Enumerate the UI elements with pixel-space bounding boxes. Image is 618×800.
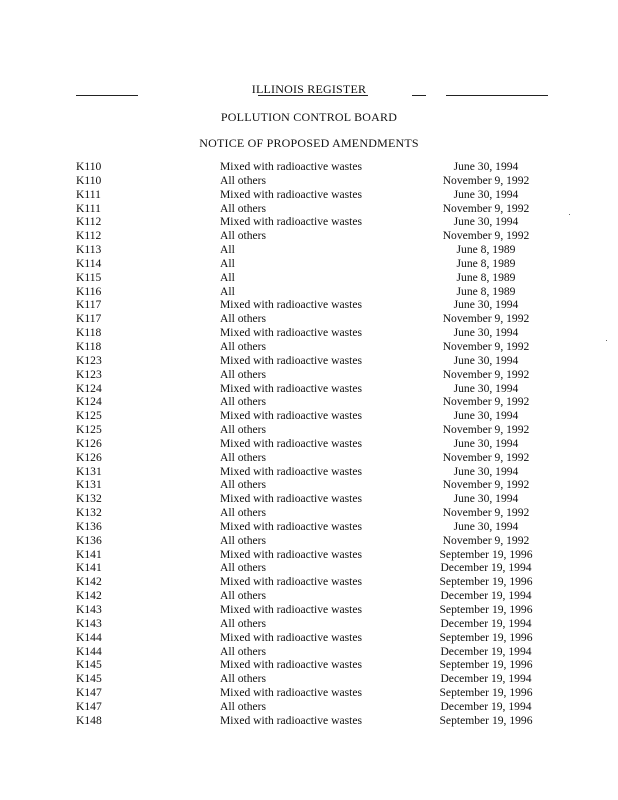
effective-date: November 9, 1992 xyxy=(442,367,530,381)
effective-date: September 19, 1996 xyxy=(439,630,533,644)
waste-code: K126 xyxy=(76,436,102,450)
effective-date: June 30, 1994 xyxy=(453,215,519,229)
effective-date: June 8, 1989 xyxy=(456,256,516,270)
notice-title: NOTICE OF PROPOSED AMENDMENTS xyxy=(199,136,419,150)
effective-date: November 9, 1992 xyxy=(442,450,530,464)
waste-code: K145 xyxy=(76,658,102,672)
waste-description: All xyxy=(220,243,235,257)
waste-code: K112 xyxy=(76,229,102,243)
effective-date: December 19, 1994 xyxy=(440,644,532,658)
waste-description: Mixed with radioactive wastes xyxy=(220,603,362,616)
waste-description: Mixed with radioactive wastes xyxy=(220,298,362,312)
waste-description: All others xyxy=(220,478,267,492)
waste-code: K110 xyxy=(76,173,102,187)
effective-date: November 9, 1992 xyxy=(442,395,530,409)
table-row xyxy=(0,395,618,409)
waste-description: All others xyxy=(220,699,267,713)
effective-date: June 30, 1994 xyxy=(453,464,519,478)
waste-code: K136 xyxy=(76,533,102,547)
waste-description: Mixed with radioactive wastes xyxy=(220,326,362,340)
effective-date: November 9, 1992 xyxy=(442,201,530,215)
waste-description: All others xyxy=(220,561,267,575)
table-row xyxy=(0,271,618,285)
waste-code: K123 xyxy=(76,353,102,367)
table-row xyxy=(0,589,618,603)
waste-description: All others xyxy=(220,589,267,603)
table-row xyxy=(0,409,618,423)
effective-date: June 30, 1994 xyxy=(453,436,519,450)
table-row xyxy=(0,617,618,631)
waste-code: K114 xyxy=(76,256,102,270)
effective-date: September 19, 1996 xyxy=(439,603,533,616)
waste-code: K116 xyxy=(76,284,102,298)
table-row xyxy=(0,492,618,506)
effective-date: September 19, 1996 xyxy=(439,658,533,672)
effective-date: December 19, 1994 xyxy=(440,672,532,686)
effective-date: June 30, 1994 xyxy=(453,326,519,340)
waste-description: All others xyxy=(220,672,267,686)
effective-date: September 19, 1996 xyxy=(439,713,533,727)
effective-date: November 9, 1992 xyxy=(442,533,530,547)
waste-description: Mixed with radioactive wastes xyxy=(220,547,362,561)
table-row xyxy=(0,285,618,299)
effective-date: June 8, 1989 xyxy=(456,284,516,298)
waste-code: K125 xyxy=(76,423,102,437)
waste-code: K110 xyxy=(76,160,102,173)
waste-description: Mixed with radioactive wastes xyxy=(220,713,362,727)
waste-description: All others xyxy=(220,395,267,409)
waste-code: K131 xyxy=(76,478,102,492)
waste-description: Mixed with radioactive wastes xyxy=(220,464,362,478)
waste-description: Mixed with radioactive wastes xyxy=(220,409,362,423)
effective-date: November 9, 1992 xyxy=(442,478,530,492)
waste-description: All others xyxy=(220,533,267,547)
waste-code: K117 xyxy=(76,298,102,312)
waste-description: Mixed with radioactive wastes xyxy=(220,353,362,367)
waste-description: Mixed with radioactive wastes xyxy=(220,630,362,644)
waste-description: All others xyxy=(220,201,267,215)
table-row xyxy=(0,478,618,492)
table-row xyxy=(0,298,618,312)
waste-description: Mixed with radioactive wastes xyxy=(220,215,362,229)
effective-date: November 9, 1992 xyxy=(442,506,530,520)
effective-date: June 30, 1994 xyxy=(453,492,519,506)
waste-description: All xyxy=(220,284,235,298)
table-row xyxy=(0,603,618,617)
table-row xyxy=(0,506,618,520)
effective-date: June 30, 1994 xyxy=(453,409,519,423)
table-row xyxy=(0,174,618,188)
waste-code: K143 xyxy=(76,603,102,616)
table-row xyxy=(0,561,618,575)
table-row xyxy=(0,215,618,229)
waste-description: All others xyxy=(220,367,267,381)
waste-description: Mixed with radioactive wastes xyxy=(220,575,362,589)
effective-date: September 19, 1996 xyxy=(439,686,533,700)
effective-date: November 9, 1992 xyxy=(442,339,530,353)
table-row xyxy=(0,382,618,396)
board-title: POLLUTION CONTROL BOARD xyxy=(220,110,398,124)
waste-code: K142 xyxy=(76,589,102,603)
effective-date: September 19, 1996 xyxy=(439,575,533,589)
waste-code: K144 xyxy=(76,644,102,658)
waste-code: K141 xyxy=(76,561,102,575)
effective-date: November 9, 1992 xyxy=(442,423,530,437)
table-row xyxy=(0,645,618,659)
waste-code: K111 xyxy=(76,201,101,215)
effective-date: June 30, 1994 xyxy=(453,519,519,533)
effective-date: November 9, 1992 xyxy=(442,312,530,326)
table-row xyxy=(0,354,618,368)
waste-code: K117 xyxy=(76,312,102,326)
effective-date: June 30, 1994 xyxy=(453,381,519,395)
waste-code: K144 xyxy=(76,630,102,644)
waste-code: K143 xyxy=(76,616,102,630)
table-row xyxy=(0,672,618,686)
waste-code: K111 xyxy=(76,187,101,201)
table-row xyxy=(0,575,618,589)
waste-description: All others xyxy=(220,339,267,353)
waste-description: All others xyxy=(220,644,267,658)
waste-description: Mixed with radioactive wastes xyxy=(220,686,362,700)
waste-description: Mixed with radioactive wastes xyxy=(220,436,362,450)
waste-description: All others xyxy=(220,506,267,520)
waste-code: K118 xyxy=(76,326,102,340)
waste-code: K126 xyxy=(76,450,102,464)
table-row xyxy=(0,658,618,672)
waste-code: K145 xyxy=(76,672,102,686)
waste-code: K125 xyxy=(76,409,102,423)
table-row xyxy=(0,368,618,382)
table-row xyxy=(0,548,618,562)
waste-description: All xyxy=(220,270,235,284)
waste-description: All others xyxy=(220,312,267,326)
table-row xyxy=(0,451,618,465)
waste-code: K136 xyxy=(76,519,102,533)
waste-description: All others xyxy=(220,229,267,243)
effective-date: December 19, 1994 xyxy=(440,589,532,603)
waste-code: K132 xyxy=(76,506,102,520)
waste-code: K147 xyxy=(76,686,102,700)
waste-code: K142 xyxy=(76,575,102,589)
table-row xyxy=(0,188,618,202)
table-row xyxy=(0,423,618,437)
waste-code: K132 xyxy=(76,492,102,506)
register-title: ILLINOIS REGISTER xyxy=(251,82,367,96)
waste-code: K141 xyxy=(76,547,102,561)
waste-code: K113 xyxy=(76,243,102,257)
effective-date: June 8, 1989 xyxy=(456,243,516,257)
waste-code: K147 xyxy=(76,699,102,713)
effective-date: June 30, 1994 xyxy=(453,353,519,367)
waste-code: K118 xyxy=(76,339,102,353)
scan-speck xyxy=(606,340,607,341)
table-row xyxy=(0,160,618,174)
table-row xyxy=(0,229,618,243)
effective-date: December 19, 1994 xyxy=(440,561,532,575)
effective-date: December 19, 1994 xyxy=(440,699,532,713)
waste-description: Mixed with radioactive wastes xyxy=(220,492,362,506)
table-row xyxy=(0,257,618,271)
table-row xyxy=(0,465,618,479)
table-row xyxy=(0,534,618,548)
waste-description: Mixed with radioactive wastes xyxy=(220,160,362,173)
effective-date: November 9, 1992 xyxy=(442,173,530,187)
waste-description: All others xyxy=(220,450,267,464)
table-row xyxy=(0,700,618,714)
waste-code-table xyxy=(0,160,618,728)
table-row xyxy=(0,340,618,354)
table-row xyxy=(0,326,618,340)
waste-code: K124 xyxy=(76,381,102,395)
table-row xyxy=(0,631,618,645)
waste-code: K148 xyxy=(76,713,102,727)
effective-date: June 30, 1994 xyxy=(453,187,519,201)
waste-code: K123 xyxy=(76,367,102,381)
waste-description: All others xyxy=(220,423,267,437)
waste-description: All others xyxy=(220,616,267,630)
table-row xyxy=(0,520,618,534)
waste-code: K112 xyxy=(76,215,102,229)
effective-date: December 19, 1994 xyxy=(440,616,532,630)
table-row xyxy=(0,312,618,326)
table-row xyxy=(0,686,618,700)
table-row xyxy=(0,714,618,728)
waste-description: Mixed with radioactive wastes xyxy=(220,381,362,395)
waste-code: K124 xyxy=(76,395,102,409)
effective-date: June 8, 1989 xyxy=(456,270,516,284)
waste-description: Mixed with radioactive wastes xyxy=(220,658,362,672)
waste-description: Mixed with radioactive wastes xyxy=(220,187,362,201)
table-row xyxy=(0,243,618,257)
effective-date: June 30, 1994 xyxy=(453,160,519,173)
effective-date: November 9, 1992 xyxy=(442,229,530,243)
table-row xyxy=(0,437,618,451)
waste-code: K131 xyxy=(76,464,102,478)
table-row xyxy=(0,202,618,216)
effective-date: September 19, 1996 xyxy=(439,547,533,561)
waste-description: All others xyxy=(220,173,267,187)
waste-description: Mixed with radioactive wastes xyxy=(220,519,362,533)
waste-description: All xyxy=(220,256,235,270)
effective-date: June 30, 1994 xyxy=(453,298,519,312)
waste-code: K115 xyxy=(76,270,102,284)
scan-speck xyxy=(569,214,570,215)
